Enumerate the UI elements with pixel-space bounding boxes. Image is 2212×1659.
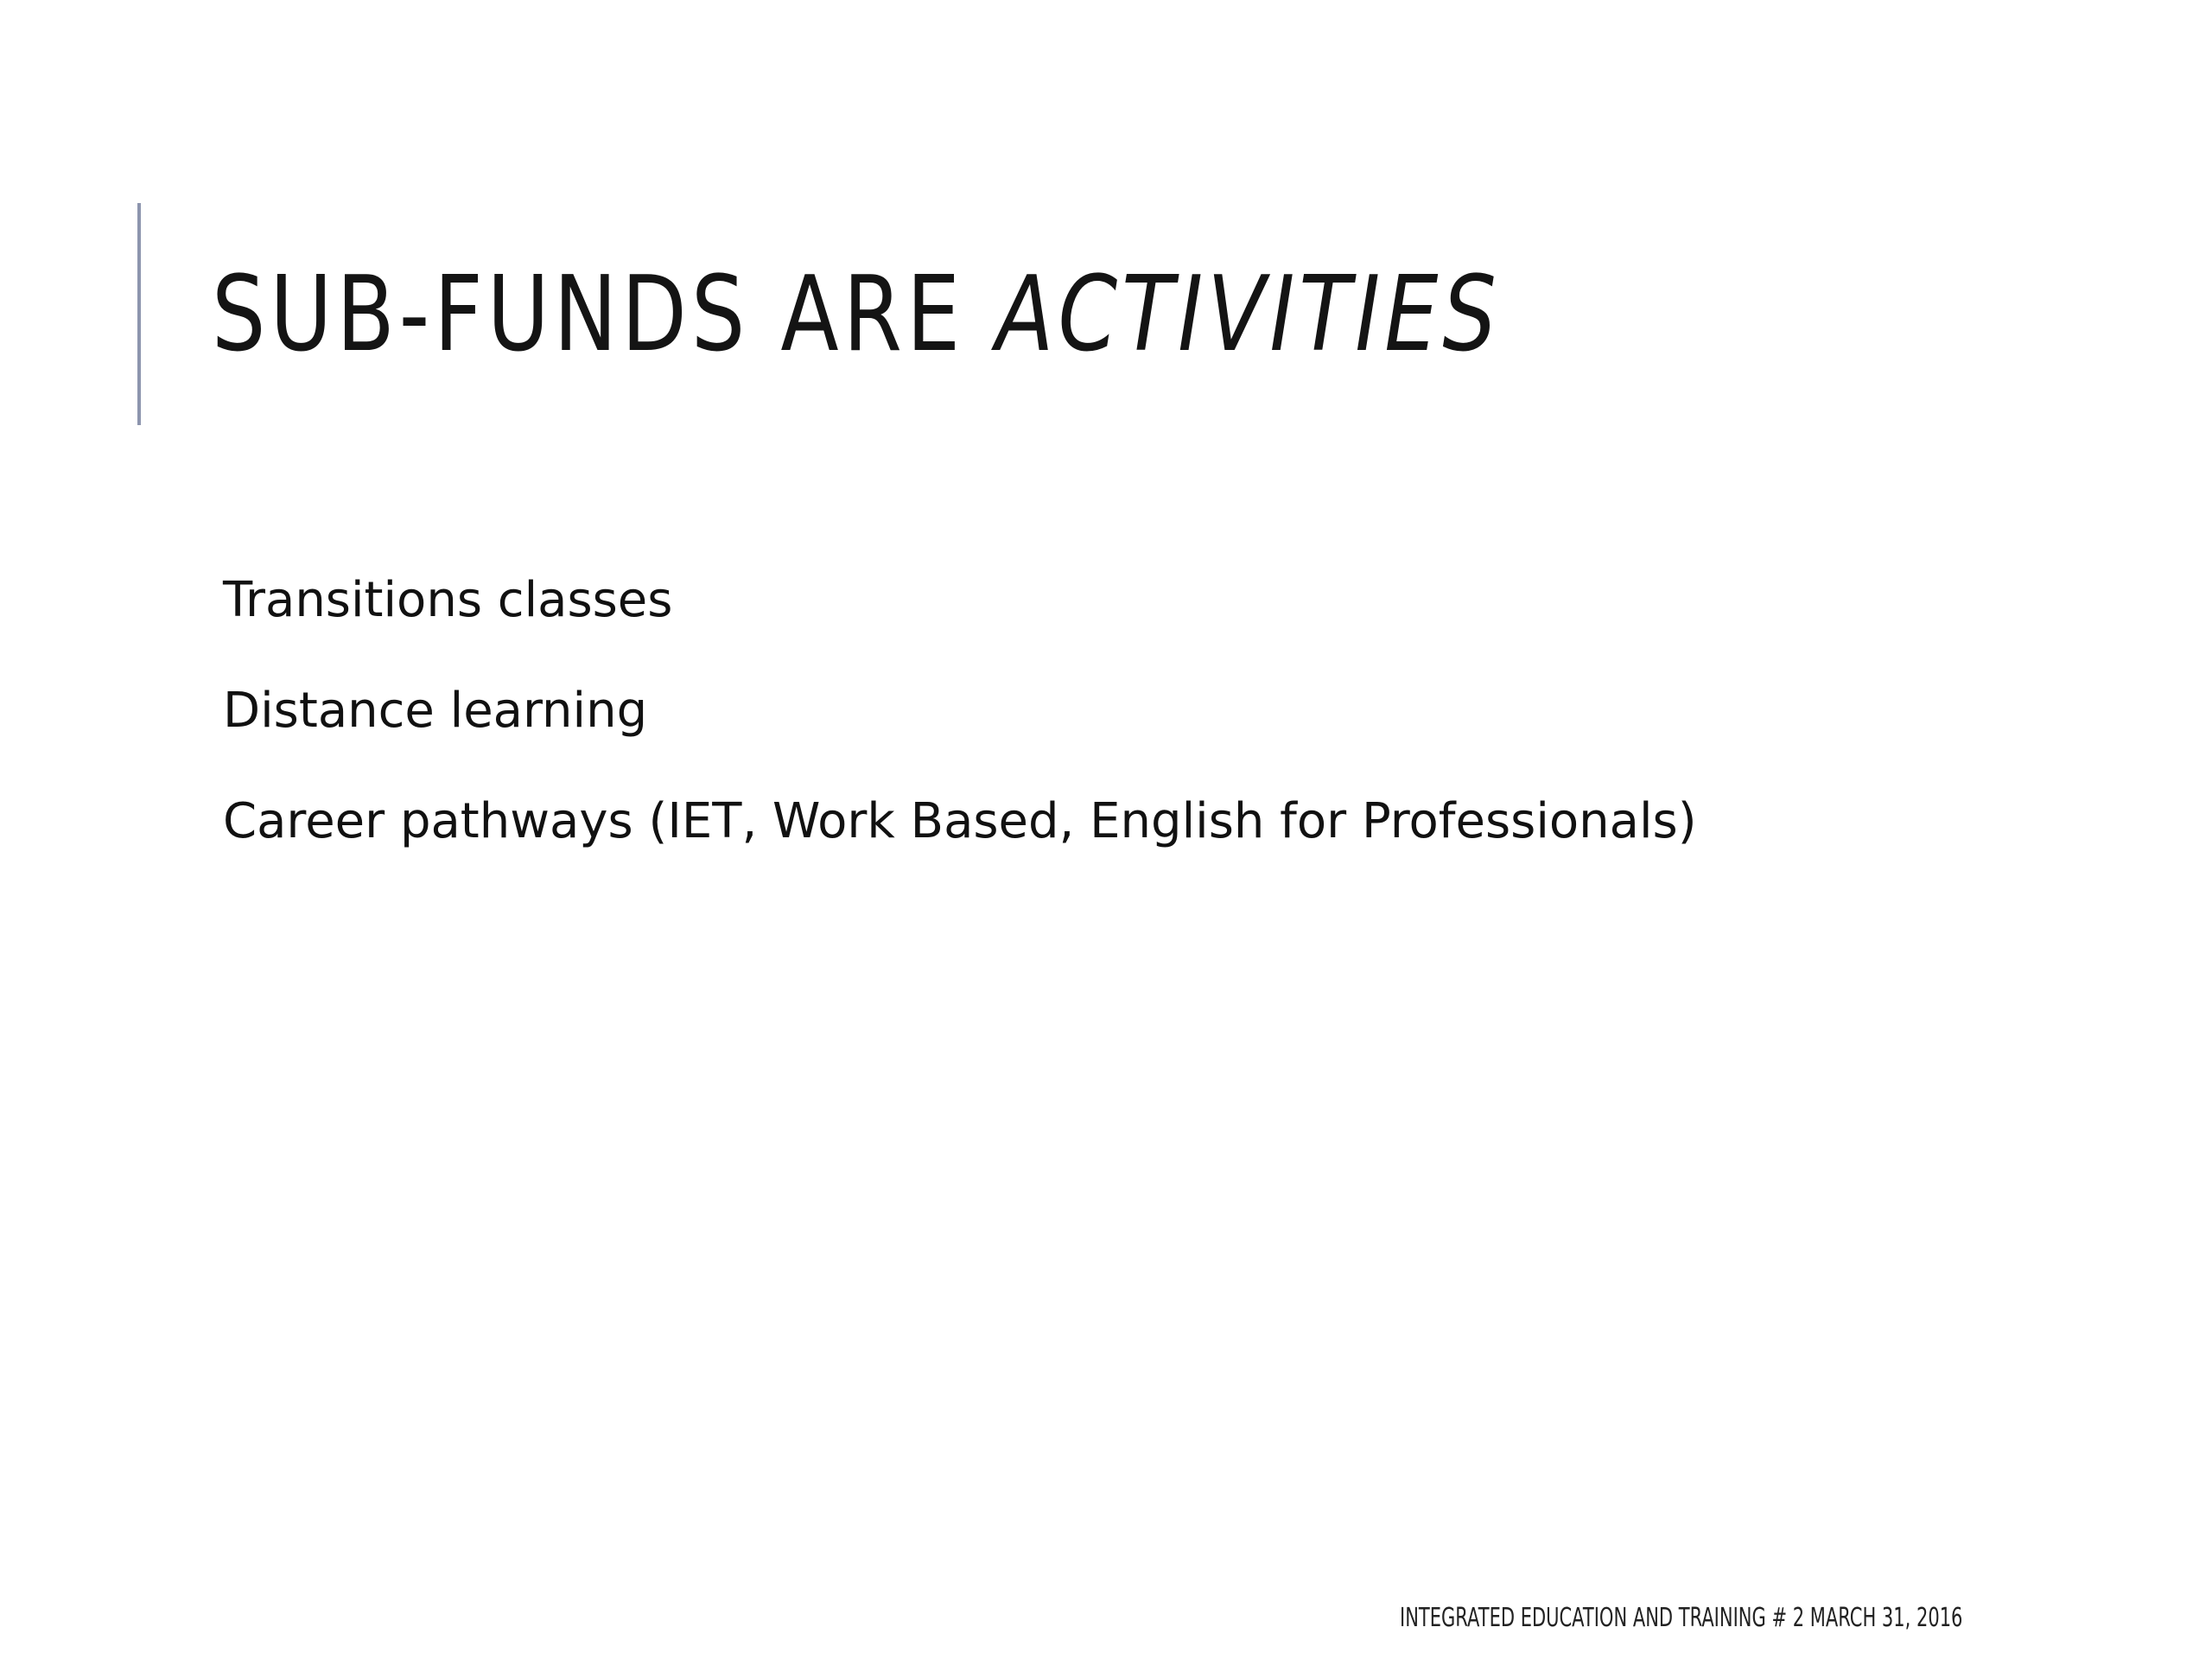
content-item-career-pathways: Career pathways (IET, Work Based, English for Professionals) xyxy=(223,793,1697,849)
slide-title xyxy=(212,255,1501,376)
title-accent-bar xyxy=(137,203,141,425)
content-list xyxy=(223,570,1697,902)
content-item-transitions: Transitions classes xyxy=(223,572,673,628)
slide-footer: INTEGRATED EDUCATION AND TRAINING # 2 MARCH 31, 2016 xyxy=(1400,1603,1963,1633)
content-item-distance-learning: Distance learning xyxy=(223,683,648,739)
slide-title-main: SUB-FUNDS ARE xyxy=(212,255,996,375)
slide-title-emphasis: ACTIVITIES xyxy=(995,255,1501,375)
